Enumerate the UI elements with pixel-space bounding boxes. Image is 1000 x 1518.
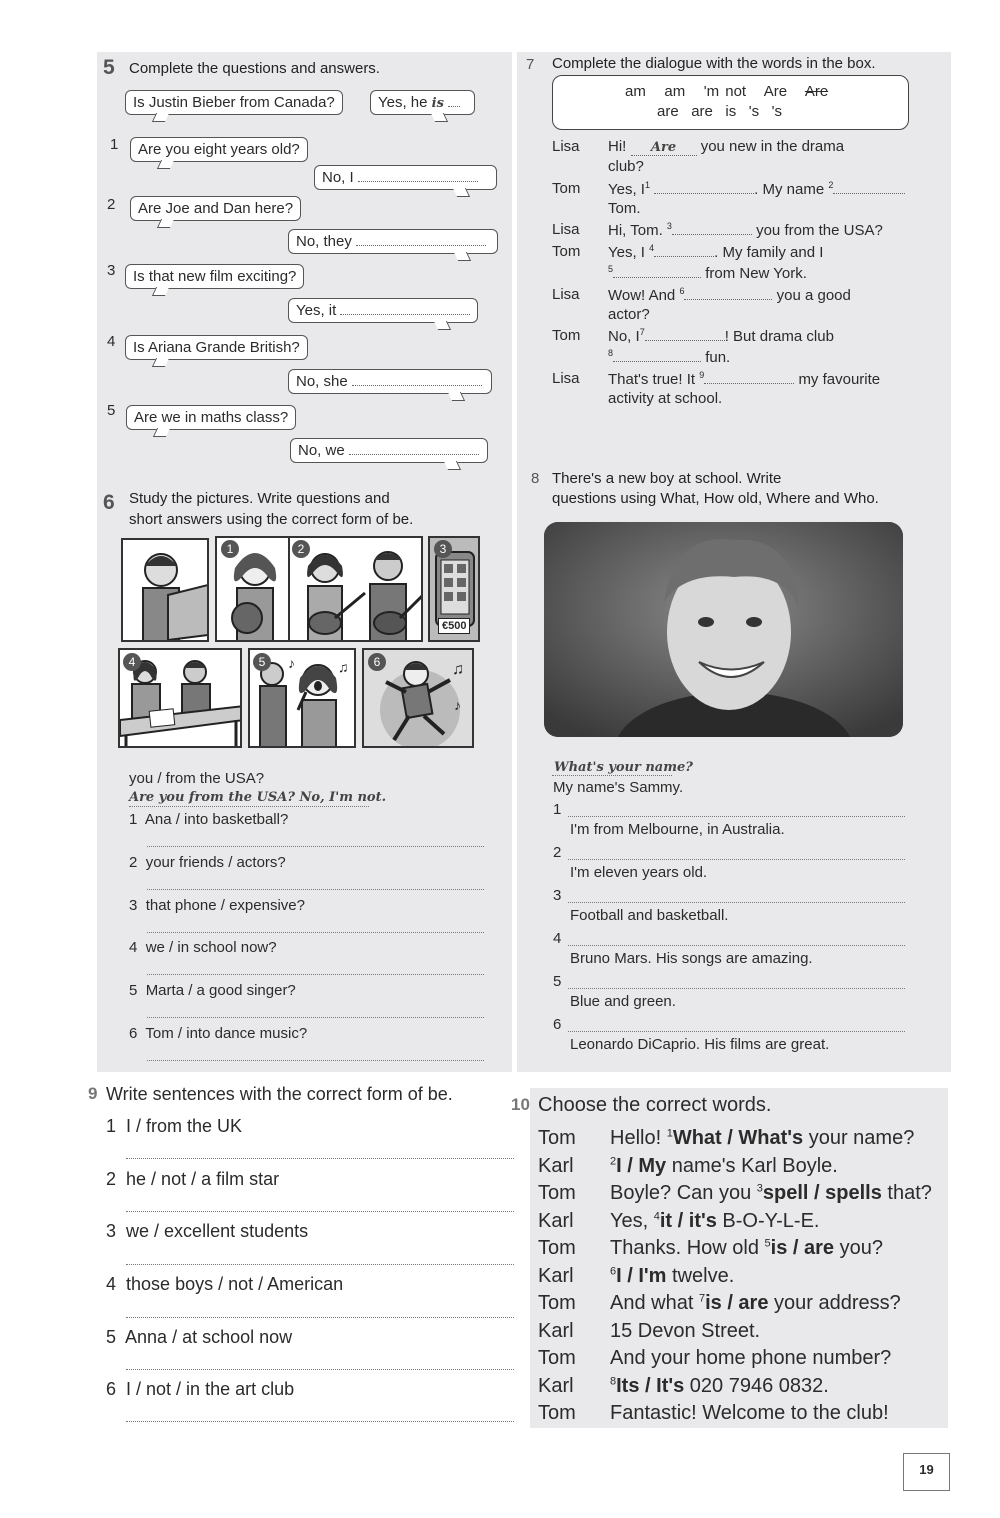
- ex5-item-1-question: Are you eight years old?: [130, 137, 308, 162]
- ex6-picture-5: [248, 648, 356, 748]
- ex7-box-row-1: am am 'm not Are Are: [625, 83, 829, 100]
- ex7-line-6[interactable]: No, $I^7$ ! But drama club: [608, 327, 834, 345]
- ex10-speaker-8: Karl: [538, 1320, 574, 1342]
- ex6-picture-example: [121, 538, 209, 642]
- svg-text:♪: ♪: [288, 655, 295, 671]
- ex7-speaker-2: Tom: [552, 180, 581, 197]
- ex8-question-line-3[interactable]: [568, 902, 905, 903]
- ex10-choice-7[interactable]: is / are: [705, 1292, 769, 1314]
- svg-text:♪: ♪: [454, 697, 461, 713]
- ex10-line-3: Boyle? Can you $^3$spell / spells that?: [610, 1182, 932, 1204]
- ex5-item-2-number: 2: [107, 196, 116, 213]
- ex7-speaker-6: Tom: [552, 327, 581, 344]
- pic-5-number: 5: [253, 653, 271, 671]
- ex8-item-1-answer: I'm from Melbourne, in Australia.: [570, 821, 785, 838]
- ex9-answer-line-4[interactable]: [126, 1317, 514, 1318]
- ex6-answer-line-1[interactable]: [147, 846, 484, 847]
- pic-6-number: 6: [368, 653, 386, 671]
- ex5-item-4-answer[interactable]: No, she: [288, 369, 492, 394]
- ex10-choice-5[interactable]: is / are: [770, 1237, 835, 1259]
- ex10-speaker-1: Tom: [538, 1127, 576, 1149]
- ex5-item-4-number: 4: [107, 333, 116, 350]
- ex8-item-6-number: 6: [553, 1016, 562, 1033]
- ex8-example-question: What's your name?: [554, 760, 693, 775]
- ex10-choice-4[interactable]: it / it's: [659, 1210, 717, 1232]
- ex6-item-2: 2 your friends / actors?: [129, 854, 286, 871]
- ex8-question-line-4[interactable]: [568, 945, 905, 946]
- ex6-item-4: 4 we / in school now?: [129, 939, 277, 956]
- ex5-item-4-question: Is Ariana Grande British?: [125, 335, 308, 360]
- ex5-item-1-number: 1: [110, 136, 119, 153]
- ex5-item-3-number: 3: [107, 262, 116, 279]
- ex10-title: Choose the correct words.: [538, 1094, 772, 1116]
- ex9-answer-line-3[interactable]: [126, 1264, 514, 1265]
- ex9-item-5: 5 Anna / at school now: [106, 1327, 293, 1347]
- ex10-line-10: $^8$Its / It's 020 7946 0832.: [610, 1375, 829, 1397]
- ex9-item-6: 6 I / not / in the art club: [106, 1379, 295, 1399]
- ex7-line-7b: activity at school.: [608, 390, 723, 407]
- ex6-answer-line-5[interactable]: [147, 1017, 484, 1018]
- ex5-item-5-answer[interactable]: No, we: [290, 438, 488, 463]
- ex10-speaker-4: Karl: [538, 1210, 574, 1232]
- ex6-picture-4: [118, 648, 242, 748]
- ex7-number: 7: [526, 56, 535, 73]
- ex5-example-fill: is: [431, 96, 444, 111]
- ex5-example-answer: Yes, he is: [370, 90, 475, 115]
- ex5-item-5-question: Are we in maths class?: [126, 405, 296, 430]
- ex6-answer-line-4[interactable]: [147, 974, 484, 975]
- ex8-item-4-answer: Bruno Mars. His songs are amazing.: [570, 950, 813, 967]
- guitarists-illustration: [290, 538, 423, 642]
- ex7-speaker-4: Tom: [552, 243, 581, 260]
- ex5-item-3-question: Is that new film exciting?: [125, 264, 304, 289]
- ex8-item-5-answer: Blue and green.: [570, 993, 676, 1010]
- ex10-speaker-7: Tom: [538, 1292, 576, 1314]
- svg-text:♫: ♫: [338, 659, 349, 675]
- ex9-number: 9: [88, 1084, 98, 1103]
- boy-portrait-image: [544, 522, 903, 737]
- ex7-line-2[interactable]: Yes, $I^1$ . My name $^2$: [608, 180, 905, 198]
- ex6-item-5: 5 Marta / a good singer?: [129, 982, 296, 999]
- ex5-item-5-number: 5: [107, 402, 116, 419]
- ex7-line-1: Hi! Are you new in the drama: [608, 138, 845, 155]
- ex6-picture-2: [288, 536, 423, 642]
- ex9-item-1: 1 I / from the UK: [106, 1116, 243, 1136]
- ex8-item-3-answer: Football and basketball.: [570, 907, 729, 924]
- ex10-speaker-11: Tom: [538, 1402, 576, 1424]
- price-tag: €500: [438, 618, 470, 634]
- ex5-item-2-answer[interactable]: No, they: [288, 229, 498, 254]
- pic-2-number: 2: [292, 540, 310, 558]
- ex8-title-line2: questions using What, How old, Where and Who.: [552, 490, 879, 507]
- ex10-speaker-2: Karl: [538, 1155, 574, 1177]
- page-number: 19: [919, 1462, 934, 1477]
- ex8-example-answer: My name's Sammy.: [553, 779, 684, 796]
- svg-text:♫: ♫: [452, 661, 464, 678]
- ex8-question-line-5[interactable]: [568, 988, 905, 989]
- ex6-answer-line-3[interactable]: [147, 932, 484, 933]
- ex7-line-1b: club?: [608, 158, 644, 175]
- ex6-number: 6: [103, 491, 115, 514]
- ex7-line-2b: Tom.: [608, 200, 641, 217]
- ex6-example-answer: Are you from the USA? No, I'm not.: [129, 790, 387, 805]
- pic-4-number: 4: [123, 653, 141, 671]
- ex8-question-line-2[interactable]: [568, 859, 905, 860]
- ex10-line-9: And your home phone number?: [610, 1347, 892, 1369]
- ex5-item-2-question: Are Joe and Dan here?: [130, 196, 301, 221]
- ex9-answer-line-2[interactable]: [126, 1211, 514, 1212]
- ex6-example-line: [129, 806, 369, 807]
- ex10-line-2: $^2$I / My name's Karl Boyle.: [610, 1155, 838, 1177]
- ex6-example-prompt: you / from the USA?: [129, 770, 265, 787]
- ex8-title-line1: There's a new boy at school. Write: [552, 470, 782, 487]
- ex5-title: Complete the questions and answers.: [129, 60, 380, 77]
- ex10-line-1: Hello! $^1$What / What's your name?: [610, 1127, 915, 1149]
- ex10-line-7: And what $^7$is / are your address?: [610, 1292, 901, 1314]
- ex8-question-line-6[interactable]: [568, 1031, 905, 1032]
- ex10-choice-1[interactable]: What / What's: [672, 1127, 804, 1149]
- ex10-speaker-3: Tom: [538, 1182, 576, 1204]
- ex7-speaker-5: Lisa: [552, 286, 580, 303]
- ex6-picture-6: [362, 648, 474, 748]
- ex7-line-3[interactable]: Hi, Tom. $^3$ you from the USA?: [608, 221, 883, 239]
- pic-3-number: 3: [434, 540, 452, 558]
- ex7-line-4b[interactable]: $^5$ from New York.: [608, 264, 807, 282]
- ex10-number: 10: [511, 1095, 530, 1114]
- ex7-speaker-7: Lisa: [552, 370, 580, 387]
- ex8-item-5-number: 5: [553, 973, 562, 990]
- ex8-item-3-number: 3: [553, 887, 562, 904]
- ex10-choice-2[interactable]: I / My: [616, 1155, 667, 1177]
- ex10-speaker-10: Karl: [538, 1375, 574, 1397]
- ex7-line-5[interactable]: Wow! And $^6$ you a good: [608, 286, 851, 304]
- ex8-item-2-number: 2: [553, 844, 562, 861]
- ex9-answer-line-6[interactable]: [126, 1421, 514, 1422]
- ex10-line-5: Thanks. How old $^5$is / are you?: [610, 1237, 883, 1259]
- ex8-item-6-answer: Leonardo DiCaprio. His films are great.: [570, 1036, 830, 1053]
- ex8-item-1-number: 1: [553, 801, 562, 818]
- ex10-choice-6[interactable]: I / I'm: [616, 1265, 667, 1287]
- ex5-item-1-answer[interactable]: No, I: [314, 165, 497, 190]
- ex10-line-4: Yes, $^4$it / it's B-O-Y-L-E.: [610, 1210, 820, 1232]
- ex8-item-4-number: 4: [553, 930, 562, 947]
- ex9-item-2: 2 he / not / a film star: [106, 1169, 280, 1189]
- ex7-speaker-1: Lisa: [552, 138, 580, 155]
- ex9-item-4: 4 those boys / not / American: [106, 1274, 344, 1294]
- ex6-answer-line-2[interactable]: [147, 889, 484, 890]
- ex7-title: Complete the dialogue with the words in the box.: [552, 55, 876, 72]
- ex7-speaker-3: Lisa: [552, 221, 580, 238]
- ex6-title-line1: Study the pictures. Write questions and: [129, 490, 390, 507]
- ex7-line-5b: actor?: [608, 306, 650, 323]
- ex6-item-6: 6 Tom / into dance music?: [129, 1025, 308, 1042]
- ex10-line-11: Fantastic! Welcome to the club!: [610, 1402, 889, 1424]
- ex9-title: Write sentences with the correct form of be.: [106, 1084, 453, 1104]
- ex6-answer-line-6[interactable]: [147, 1060, 484, 1061]
- ex10-line-6: $^6$I / I'm twelve.: [610, 1265, 735, 1287]
- boy-with-flag-illustration: [123, 540, 209, 642]
- sammy-photo: [544, 522, 903, 737]
- ex9-answer-line-5[interactable]: [126, 1369, 514, 1370]
- pic-1-number: 1: [221, 540, 239, 558]
- ex7-line-7[interactable]: That's true! It $^9$ my favourite: [608, 370, 881, 388]
- ex5-number: 5: [103, 56, 115, 79]
- ex10-speaker-5: Tom: [538, 1237, 576, 1259]
- ex9-answer-line-1[interactable]: [126, 1158, 514, 1159]
- ex5-item-3-answer[interactable]: Yes, it: [288, 298, 478, 323]
- ex9-item-3: 3 we / excellent students: [106, 1221, 309, 1241]
- ex7-box-row-2: are are is 's 's: [657, 103, 783, 120]
- ex8-question-line-1[interactable]: [568, 816, 905, 817]
- ex8-number: 8: [531, 470, 540, 487]
- ex5-example-question: Is Justin Bieber from Canada?: [125, 90, 343, 115]
- ex6-picture-3: [428, 536, 480, 642]
- ex10-choice-3[interactable]: spell / spells: [762, 1182, 882, 1204]
- ex10-line-8: 15 Devon Street.: [610, 1320, 761, 1342]
- ex7-line-6b[interactable]: $^8$ fun.: [608, 348, 731, 366]
- ex10-choice-8[interactable]: Its / It's: [616, 1375, 685, 1397]
- ex6-picture-1: [215, 536, 290, 642]
- ex6-title-line2: short answers using the correct form of be.: [129, 511, 414, 528]
- ex6-item-1: 1 Ana / into basketball?: [129, 811, 289, 828]
- ex8-item-2-answer: I'm eleven years old.: [570, 864, 708, 881]
- ex10-speaker-6: Karl: [538, 1265, 574, 1287]
- ex10-speaker-9: Tom: [538, 1347, 576, 1369]
- ex6-item-3: 3 that phone / expensive?: [129, 897, 305, 914]
- ex8-example-line: [552, 775, 672, 776]
- ex7-line-4[interactable]: Yes, I $^4$ . My family and I: [608, 243, 824, 261]
